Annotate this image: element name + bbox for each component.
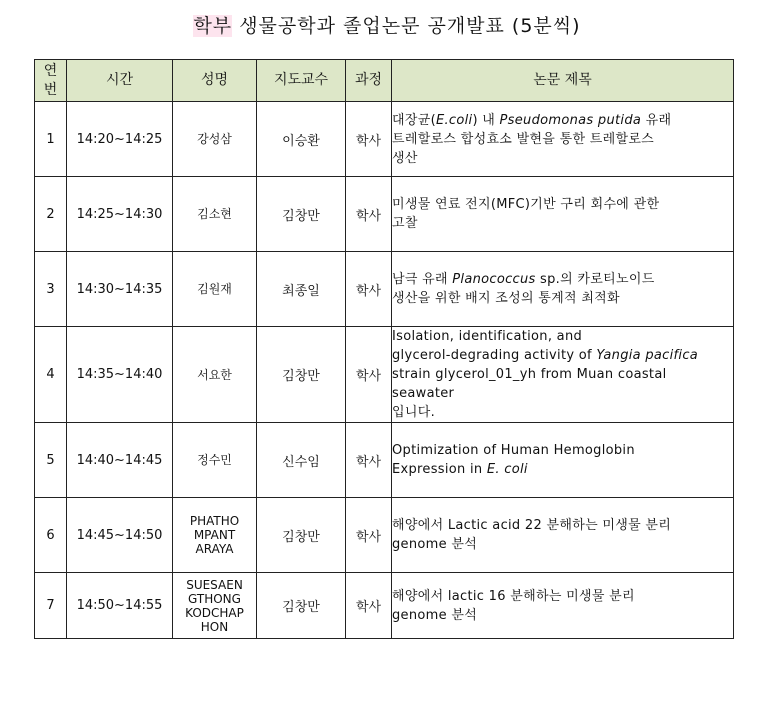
advisor-name: 김창만: [257, 327, 346, 423]
advisor-name: 최종일: [257, 252, 346, 327]
degree-course: 학사: [346, 423, 392, 498]
thesis-title-line: [392, 289, 733, 308]
table-row: [35, 498, 734, 573]
thesis-title-italic-text: Planococcus: [452, 272, 536, 287]
thesis-title-text: Optimization of Human Hemoglobin: [392, 443, 635, 458]
thesis-title-italic-text: E.coli: [435, 112, 473, 128]
presentation-time: 14:45~14:50: [67, 498, 173, 573]
thesis-title-text: 미생물 연료 전지(MFC)기반 구리 회수에 관한: [392, 197, 660, 212]
student-name: 김소현: [173, 177, 257, 252]
thesis-title-italic-text: Pseudomonas putida: [499, 112, 642, 128]
thesis-title-text: Isolation, identification, and: [392, 329, 583, 344]
thesis-title: [392, 177, 734, 252]
thesis-title-line: [392, 149, 733, 168]
thesis-title-text: 고찰: [392, 216, 418, 231]
row-number: 2: [35, 177, 67, 252]
header-name: 성명: [173, 60, 257, 102]
thesis-title-line: [392, 270, 733, 289]
degree-course: 학사: [346, 327, 392, 423]
thesis-title-line: [392, 384, 733, 403]
student-name: 강성삼: [173, 102, 257, 177]
thesis-title-line: [392, 460, 733, 479]
student-name: 김원재: [173, 252, 257, 327]
student-name: SUESAEN GTHONG KODCHAP HON: [173, 573, 257, 639]
thesis-title-line: [392, 587, 733, 606]
title-rest: 생물공학과 졸업논문 공개발표 (5분씩): [232, 15, 581, 37]
presentation-schedule-table: [34, 59, 734, 639]
thesis-title-text: Expression in: [392, 462, 487, 477]
table-row: [35, 252, 734, 327]
degree-course: 학사: [346, 573, 392, 639]
advisor-name: 이승환: [257, 102, 346, 177]
thesis-title-line: [392, 516, 733, 535]
header-no: 연 번: [35, 60, 67, 102]
thesis-title-line: [392, 195, 733, 214]
thesis-title-line: [392, 130, 733, 149]
table-row: [35, 177, 734, 252]
thesis-title-line: [392, 346, 733, 365]
thesis-title-text: ) 내: [472, 112, 500, 128]
thesis-title-italic-text: E. coli: [486, 462, 528, 477]
thesis-title: [392, 423, 734, 498]
advisor-name: 김창만: [257, 573, 346, 639]
header-advisor: 지도교수: [257, 60, 346, 102]
thesis-title-text: sp.의 카로티노이드: [535, 272, 655, 287]
thesis-title-text: 대장균(: [392, 112, 436, 128]
thesis-title-text: 해양에서 lactic 16 분해하는 미생물 분리: [392, 588, 635, 604]
thesis-title-line: [392, 111, 733, 130]
degree-course: 학사: [346, 102, 392, 177]
thesis-title-text: 입니다.: [392, 405, 436, 420]
header-row: [35, 60, 734, 102]
thesis-title-text: genome 분석: [392, 607, 478, 623]
thesis-title-line: [392, 214, 733, 233]
table-row: [35, 102, 734, 177]
student-name: 서요한: [173, 327, 257, 423]
thesis-title-text: 남극 유래: [392, 272, 453, 287]
thesis-title: [392, 102, 734, 177]
thesis-title-line: [392, 441, 733, 460]
header-thesis-title: 논문 제목: [392, 60, 734, 102]
row-number: 6: [35, 498, 67, 573]
thesis-title-text: 해양에서 Lactic acid 22 분해하는 미생물 분리: [392, 518, 672, 533]
thesis-title-line: [392, 606, 733, 625]
thesis-title: [392, 327, 734, 423]
thesis-title-text: 생산: [392, 150, 418, 166]
thesis-title-text: genome 분석: [392, 537, 478, 552]
presentation-time: 14:25~14:30: [67, 177, 173, 252]
thesis-title-text: seawater: [392, 386, 455, 401]
presentation-time: 14:50~14:55: [67, 573, 173, 639]
table-row: [35, 327, 734, 423]
student-name: PHATHO MPANT ARAYA: [173, 498, 257, 573]
header-time: 시간: [67, 60, 173, 102]
row-number: 3: [35, 252, 67, 327]
presentation-time: 14:40~14:45: [67, 423, 173, 498]
thesis-title: [392, 498, 734, 573]
thesis-title-text: strain glycerol_01_yh from Muan coastal: [392, 367, 667, 382]
presentation-time: 14:35~14:40: [67, 327, 173, 423]
presentation-time: 14:20~14:25: [67, 102, 173, 177]
advisor-name: 신수임: [257, 423, 346, 498]
table-row: [35, 423, 734, 498]
thesis-title: [392, 573, 734, 639]
thesis-title-line: [392, 403, 733, 422]
degree-course: 학사: [346, 498, 392, 573]
student-name: 정수민: [173, 423, 257, 498]
header-course: 과정: [346, 60, 392, 102]
table-row: [35, 573, 734, 639]
advisor-name: 김창만: [257, 498, 346, 573]
page-title: [0, 11, 774, 38]
row-number: 4: [35, 327, 67, 423]
degree-course: 학사: [346, 177, 392, 252]
thesis-title-text: 생산을 위한 배지 조성의 통계적 최적화: [392, 291, 620, 306]
row-number: 1: [35, 102, 67, 177]
thesis-title-text: 유래: [641, 112, 672, 128]
row-number: 7: [35, 573, 67, 639]
thesis-title-line: [392, 327, 733, 346]
degree-course: 학사: [346, 252, 392, 327]
thesis-title-text: glycerol-degrading activity of: [392, 348, 597, 363]
thesis-title-text: 트레할로스 합성효소 발현을 통한 트레할로스: [392, 131, 655, 147]
row-number: 5: [35, 423, 67, 498]
advisor-name: 김창만: [257, 177, 346, 252]
presentation-time: 14:30~14:35: [67, 252, 173, 327]
title-highlight: 학부: [193, 15, 233, 37]
thesis-title-line: [392, 535, 733, 554]
thesis-title-italic-text: Yangia pacifica: [596, 348, 699, 363]
thesis-title-line: [392, 365, 733, 384]
thesis-title: [392, 252, 734, 327]
